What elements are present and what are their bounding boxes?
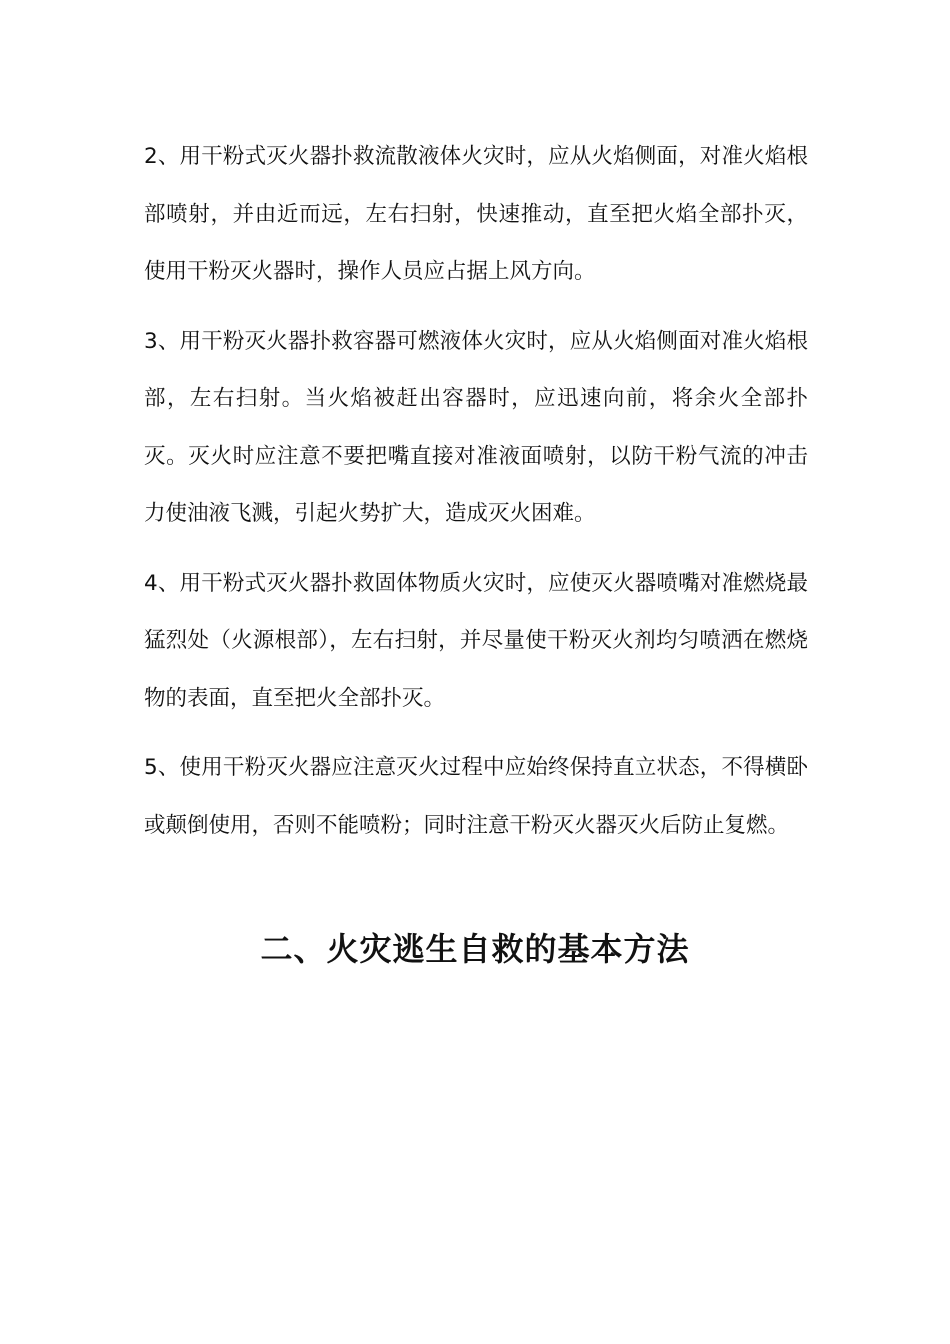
document-body: [144, 128, 808, 866]
paragraph-item-3: 3、用干粉灭火器扑救容器可燃液体火灾时，应从火焰侧面对准火焰根部，左右扫射。当火焰被赶出容器时，应迅速向前，将余火全部扑灭。灭火时应注意不要把嘴直接对准液面喷射，以防干粉气流的冲击力使油液飞溅，引起火势扩大，造成灭火困难。: [144, 328, 808, 526]
section-heading: 二、火灾逃生自救的基本方法: [260, 930, 690, 968]
paragraph-item-5: 5、使用干粉灭火器应注意灭火过程中应始终保持直立状态，不得横卧或颠倒使用，否则不能喷粉；同时注意干粉灭火器灭火后防止复燃。: [144, 755, 808, 838]
paragraph-item-4: 4、用干粉式灭火器扑救固体物质火灾时，应使灭火器喷嘴对准燃烧最猛烈处（火源根部），左右扫射，并尽量使干粉灭火剂均匀喷洒在燃烧物的表面，直至把火全部扑灭。: [144, 570, 808, 711]
paragraph-item-2: 2、用干粉式灭火器扑救流散液体火灾时，应从火焰侧面，对准火焰根部喷射，并由近而远，左右扫射，快速推动，直至把火焰全部扑灭，使用干粉灭火器时，操作人员应占据上风方向。: [144, 144, 808, 284]
